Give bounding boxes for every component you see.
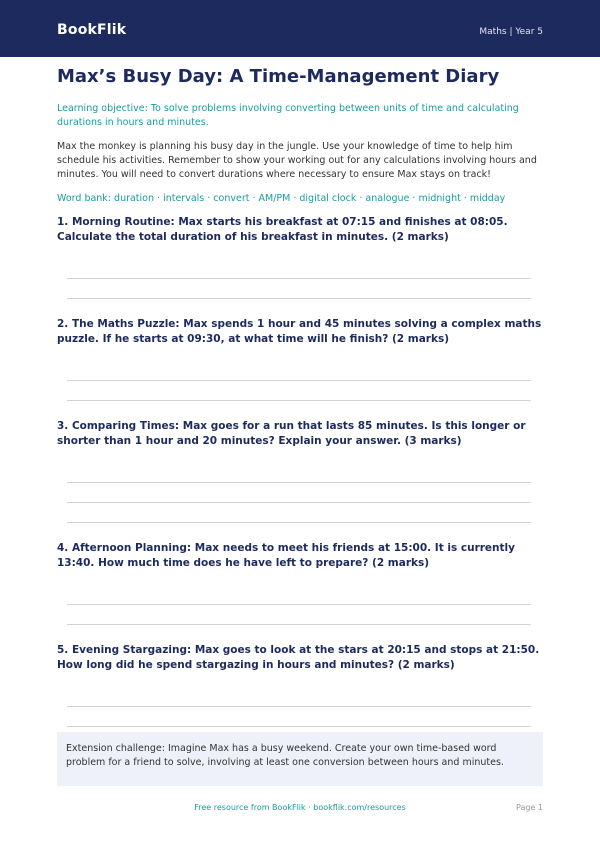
question-1: 1. Morning Routine: Max starts his breakfast at 07:15 and finishes at 08:05. Calculate the total duration of his breakfast in minutes. (2 marks) <box>57 216 508 243</box>
answer-line[interactable] <box>67 380 531 381</box>
answer-line[interactable] <box>67 624 531 625</box>
question-4: 4. Afternoon Planning: Max needs to meet his friends at 15:00. It is currently 13:40. How much time does he have left to prepare? (2 marks) <box>57 542 515 569</box>
extension-challenge: Extension challenge: Imagine Max has a busy weekend. Create your own time-based word problem for a friend to solve, involving at least one conversion between hours and minutes. <box>57 732 543 786</box>
answer-line[interactable] <box>67 298 531 299</box>
question-3: 3. Comparing Times: Max goes for a run that lasts 85 minutes. Is this longer or shorter than 1 hour and 20 minutes? Explain your answer. (3 marks) <box>57 420 526 447</box>
intro-text: Max the monkey is planning his busy day in the jungle. Use your knowledge of time to help him schedule his activities. Remember to show your working out for any calculations involving hours and minutes. You will need to convert durations where necessary to ensure Max stays on track! <box>57 141 537 180</box>
answer-line[interactable] <box>67 726 531 727</box>
answer-line[interactable] <box>67 706 531 707</box>
page-header <box>0 0 600 57</box>
answer-line[interactable] <box>67 278 531 279</box>
question-2: 2. The Maths Puzzle: Max spends 1 hour and 45 minutes solving a complex maths puzzle. If he starts at 09:30, at what time will he finish? (2 marks) <box>57 318 542 345</box>
answer-line[interactable] <box>67 482 531 483</box>
word-bank: Word bank: duration · intervals · convert · AM/PM · digital clock · analogue · midnight · midday <box>57 193 506 204</box>
learning-objective: Learning objective: To solve problems involving converting between units of time and calculating durations in hours and minutes. <box>57 103 519 128</box>
page-title: Max’s Busy Day: A Time-Management Diary <box>57 66 500 87</box>
subject-label: Maths | Year 5 <box>479 27 543 37</box>
brand-logo[interactable]: BookFlik <box>57 22 127 38</box>
answer-line[interactable] <box>67 400 531 401</box>
footer-link[interactable]: Free resource from BookFlik · bookflik.com/resources <box>194 803 406 812</box>
answer-line[interactable] <box>67 604 531 605</box>
answer-line[interactable] <box>67 522 531 523</box>
intro-section <box>57 63 543 206</box>
page-number: Page 1 <box>516 803 543 812</box>
question-5: 5. Evening Stargazing: Max goes to look at the stars at 20:15 and stops at 21:50. How long did he spend stargazing in hours and minutes? (2 marks) <box>57 644 540 671</box>
answer-line[interactable] <box>67 502 531 503</box>
